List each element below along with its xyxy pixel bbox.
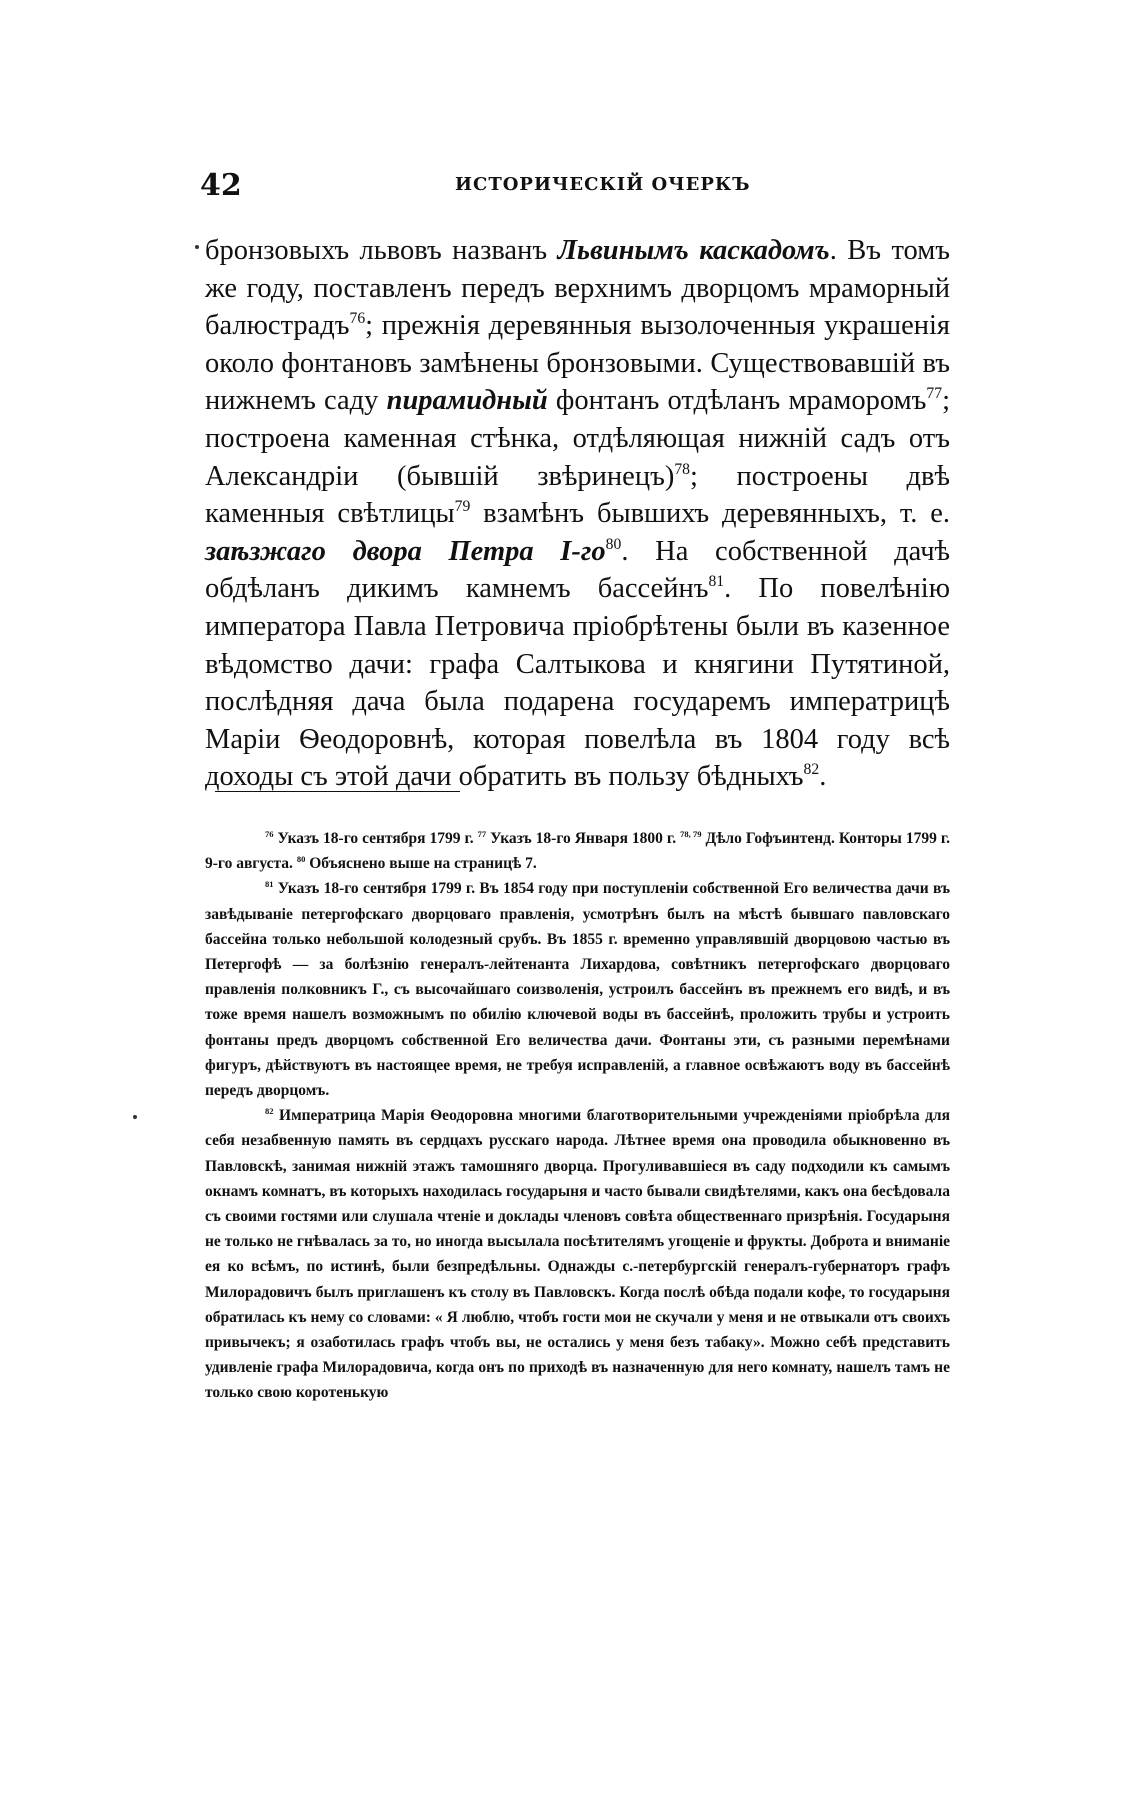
running-title: ИСТОРИЧЕСКІЙ ОЧЕРКЪ <box>455 174 751 195</box>
footnote-text: Указъ 18-го сентября 1799 г. <box>273 830 478 847</box>
italic-phrase: заѣзжаго двора Петра I-го <box>205 535 606 567</box>
text-run: ; прежнія деревянныя вызолоченныя украшенія около фонтановъ замѣнены бронзовыми. Существовавшій въ нижнемъ саду <box>205 310 950 417</box>
footnote-number: 80 <box>296 854 306 865</box>
footnote-ref-76: 76 <box>349 310 366 328</box>
page-number: 42 <box>200 168 242 203</box>
footnote-text: Императрица Марія Ѳеодоровна многими благотворительными учрежденіями пріобрѣла для себя незабвенную память въ сердцахъ русскаго народа. Лѣтнее время она проводила обыкновенно въ Павловскѣ, занимая нижній этажъ тамошняго дворца. Прогуливавшіеся въ саду подходили къ самымъ окнамъ комнатъ, въ которыхъ находилась государыня и часто бывали свидѣтелями, какъ она бесѣдовала съ своими гостями или слушала чтеніе и доклады членовъ совѣта общественнаго призрѣнія. Государыня не только не гнѣвалась за то, но иногда высылала посѣтителямъ угощеніе и фрукты. Доброта и вниманіе ея ко всѣмъ, по истинѣ, были безпредѣльны. Однажды с.-петербургскій генералъ-губернаторъ графъ Милорадовичъ былъ приглашенъ къ столу въ Павловскъ. Когда послѣ обѣда подали кофе, то государыня обратилась къ нему со словами: « Я люблю, чтобъ гости мои не скучали у меня и не отвыкали отъ своихъ привычекъ; я озаботилась графъ чтобъ вы, не остались у меня безъ табаку». Можно себѣ представить удивленіе графа Милорадовича, когда онъ по приходѣ въ назначенную для него комнату, нашелъ тамъ не только свою коротенькую <box>205 1107 950 1402</box>
footnote-81 <box>205 876 950 1103</box>
footnote-76-80 <box>205 826 950 876</box>
text-run: . На собственной дачѣ обдѣланъ дикимъ камнемъ бассейнъ <box>205 535 950 605</box>
footnote-text: Указъ 18-го Января 1800 г. <box>486 830 681 847</box>
footnotes <box>205 826 950 1406</box>
text-run: ; построены двѣ каменныя свѣтлицы <box>205 460 950 530</box>
italic-phrase: Львинымъ каскадомъ <box>557 235 830 266</box>
footnote-number: 82 <box>265 1106 274 1117</box>
italic-phrase: пирамидный <box>386 385 548 417</box>
footnote-text: Указъ 18-го сентября 1799 г. Въ 1854 году при поступленіи собственной Его величества дачи въ завѣдываніе петергофскаго дворцоваго правленія, усмотрѣнъ былъ на мѣстѣ бывшаго павловскаго бассейна только небольшой колодезный срубъ. Въ 1855 г. временно управлявшій дворцовою частью въ Петергофѣ — за болѣзнію генералъ-лейтенанта Лихардова, совѣтникъ петергофскаго дворцоваго правленія полковникъ Г., съ высочайшаго соизволенія, устроилъ бассейнъ въ прежнемъ его видѣ, и въ тоже время нашелъ возможнымъ по обилію ключевой воды въ бассейнѣ, проложить трубы и устроить фонтаны предъ дворцомъ собственной Его величества дачи. Фонтаны эти, съ разными перемѣнами фигуръ, дѣйствуютъ въ настоящее время, не требуя исправленій, а главное освѣжаютъ воду въ бассейнѣ передъ дворцомъ. <box>205 880 950 1100</box>
footnote-text: Дѣло Гофъинтенд. Конторы 1799 г. 9-го августа. <box>205 830 950 873</box>
footnote-number: 77 <box>477 829 487 840</box>
footnote-82 <box>205 1103 950 1405</box>
footnote-number: 76 <box>265 829 274 840</box>
text-run: взамѣнъ бывшихъ деревянныхъ, т. е. <box>470 498 950 530</box>
footnote-ref-77: 77 <box>926 385 943 403</box>
footnote-number: 81 <box>265 879 274 890</box>
footnote-ref-81: 81 <box>708 573 725 591</box>
text-run: фонтанъ отдѣланъ мраморомъ <box>547 385 927 417</box>
scan-speck <box>195 245 199 249</box>
footnote-text: Объяснено выше на страницѣ 7. <box>305 855 537 873</box>
text-run: бронзовыхъ львовъ названъ <box>205 235 558 266</box>
footnote-separator <box>215 791 460 792</box>
footnote-number: 78, 79 <box>680 829 702 840</box>
text-run: . По повелѣнію императора Павла Петровича пріобрѣтены были въ казенное вѣдомство дачи: графа Салтыкова и княгини Путятиной, послѣдняя дача была подарена государемъ императрицѣ Маріи Ѳеодоровнѣ, которая повелѣла въ 1804 году всѣ доходы съ этой дачи обратить въ пользу бѣдныхъ <box>205 573 950 793</box>
footnote-ref-82: 82 <box>803 761 820 779</box>
text-run: . Въ томъ же году, поставленъ передъ верхнимъ дворцомъ мраморный балюстрадъ <box>205 235 950 342</box>
page-header <box>200 168 960 208</box>
text-run: ; построена каменная стѣнка, отдѣляющая нижній садъ отъ Александріи (бывшій звѣринецъ) <box>205 385 950 492</box>
footnote-ref-79: 79 <box>454 498 471 516</box>
main-paragraph <box>205 232 950 796</box>
scan-speck <box>133 1115 137 1119</box>
footnote-ref-80: 80 <box>605 535 622 553</box>
text-run: . <box>819 761 827 793</box>
footnote-ref-78: 78 <box>674 460 690 478</box>
